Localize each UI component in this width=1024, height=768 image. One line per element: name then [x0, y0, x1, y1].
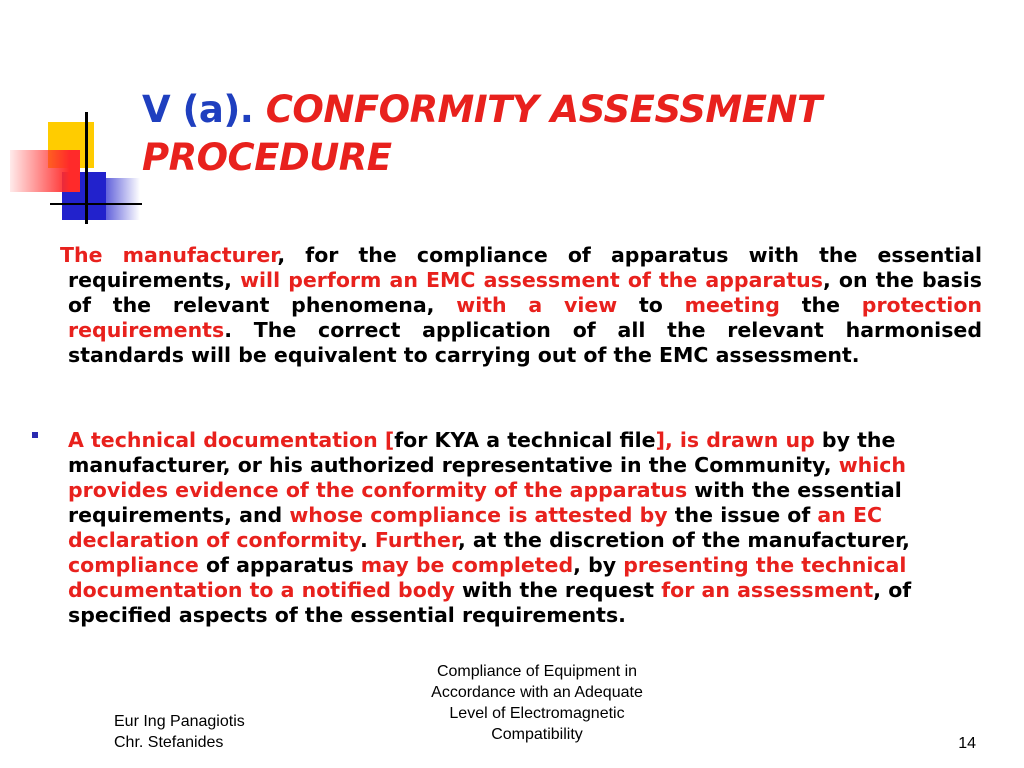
highlighted-text: ], is drawn up	[655, 428, 815, 452]
highlighted-text: Further	[374, 528, 458, 552]
slide-title	[142, 86, 1002, 182]
highlighted-text: A technical documentation [	[68, 428, 395, 452]
body-text: , for the compliance of apparatus with the essential requirements,	[68, 243, 982, 292]
body-text: , at the discretion of the manufacturer,	[457, 528, 910, 552]
body-text: , of specified aspects of the essential requirements.	[68, 578, 912, 627]
decorative-logo	[0, 0, 150, 230]
title-text: CONFORMITY ASSESSMENT PROCEDURE	[142, 88, 822, 179]
body-text: , by	[573, 553, 624, 577]
body-text: with the request	[454, 578, 662, 602]
body-text: , on the basis of the relevant phenomena,	[68, 268, 982, 317]
body-text: the	[779, 293, 862, 317]
body-text: to	[617, 293, 685, 317]
footer-title-line: Compatibility	[491, 726, 583, 743]
body-text: with the essential requirements, and	[68, 478, 902, 527]
body-text: for KYA a technical file	[394, 428, 656, 452]
highlighted-text: protection requirements	[68, 293, 982, 342]
highlighted-text: for an assessment	[661, 578, 874, 602]
intro-paragraph	[60, 243, 982, 368]
highlighted-text: whose compliance is attested by	[289, 503, 668, 527]
highlighted-text: presenting the technical documentation to a notified body	[68, 553, 907, 602]
body-text: .	[359, 528, 375, 552]
highlighted-text: which provides evidence of the conformity of the apparatus	[68, 453, 907, 502]
bullet-square-icon	[32, 432, 38, 438]
title-number: V (a).	[142, 88, 254, 131]
page-number: 14	[958, 735, 976, 752]
highlighted-text: compliance	[68, 553, 199, 577]
body-text: by the manufacturer, or his authorized representative in the Community,	[68, 428, 896, 477]
bullet-paragraph	[68, 428, 976, 628]
highlighted-text: meeting	[684, 293, 780, 317]
logo-vertical-line	[85, 112, 88, 224]
footer-title-line: Accordance with an Adequate	[431, 684, 643, 701]
footer-presentation-title	[396, 661, 678, 745]
body-text: of apparatus	[198, 553, 361, 577]
footer-author	[114, 711, 314, 753]
highlighted-text: may be completed	[360, 553, 574, 577]
highlighted-text: an EC declaration of conformity	[68, 503, 883, 552]
body-text: the issue of	[667, 503, 818, 527]
highlighted-text: The manufacturer	[60, 243, 278, 267]
footer-author-line: Eur Ing Panagiotis	[114, 713, 245, 730]
highlighted-text: with a view	[456, 293, 618, 317]
logo-horizontal-line	[50, 203, 142, 205]
body-text: . The correct application of all the relevant harmonised standards will be equivalent to carrying out of the EMC assessment.	[68, 318, 982, 367]
red-gradient-bar-icon	[10, 150, 80, 192]
blue-fade-icon	[92, 178, 140, 220]
footer-title-line: Level of Electromagnetic	[449, 705, 625, 722]
footer-title-line: Compliance of Equipment in	[436, 663, 638, 680]
footer-author-line: Chr. Stefanides	[114, 734, 224, 751]
highlighted-text: will perform an EMC assessment of the apparatus	[240, 268, 823, 292]
